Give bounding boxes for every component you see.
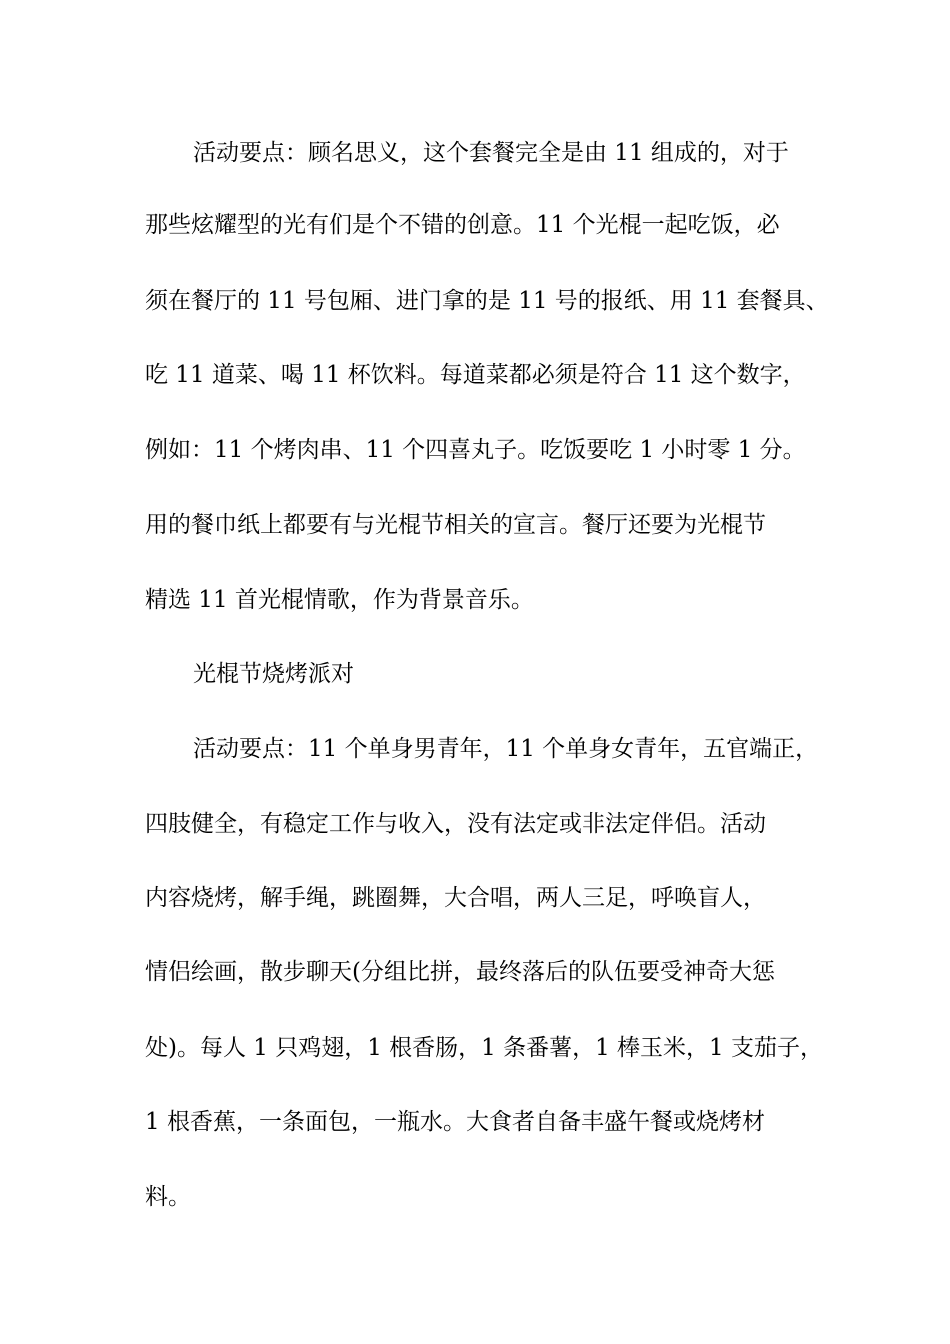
paragraph-line: 用的餐巾纸上都要有与光棍节相关的宣言。餐厅还要为光棍节 bbox=[145, 512, 766, 538]
paragraph-line: 1 根香蕉，一条面包，一瓶水。大食者自备丰盛午餐或烧烤材 bbox=[145, 1109, 765, 1135]
section-heading: 光棍节烧烤派对 bbox=[193, 661, 354, 687]
paragraph-line: 吃 11 道菜、喝 11 杯饮料。每道菜都必须是符合 11 这个数字， bbox=[145, 362, 806, 388]
paragraph-line: 例如：11 个烤肉串、11 个四喜丸子。吃饭要吃 1 小时零 1 分。 bbox=[145, 437, 806, 463]
paragraph-line: 情侣绘画，散步聊天(分组比拼，最终落后的队伍要受神奇大惩 bbox=[145, 959, 775, 985]
paragraph-line: 那些炫耀型的光有们是个不错的创意。11 个光棍一起吃饭，必 bbox=[145, 212, 780, 238]
paragraph-line: 内容烧烤，解手绳，跳圈舞，大合唱，两人三足，呼唤盲人， bbox=[145, 885, 766, 911]
paragraph-line: 须在餐厅的 11 号包厢、进门拿的是 11 号的报纸、用 11 套餐具、 bbox=[145, 288, 829, 314]
paragraph-line: 活动要点：顾名思义，这个套餐完全是由 11 组成的，对于 bbox=[193, 140, 789, 166]
paragraph-line: 料。 bbox=[145, 1184, 191, 1210]
paragraph-line: 活动要点：11 个单身男青年，11 个单身女青年，五官端正， bbox=[193, 736, 819, 762]
paragraph-line: 处)。每人 1 只鸡翅，1 根香肠，1 条番薯，1 棒玉米，1 支茄子， bbox=[145, 1035, 824, 1061]
paragraph-line: 四肢健全，有稳定工作与收入，没有法定或非法定伴侣。活动 bbox=[145, 811, 766, 837]
paragraph-line: 精选 11 首光棍情歌，作为背景音乐。 bbox=[145, 587, 534, 613]
